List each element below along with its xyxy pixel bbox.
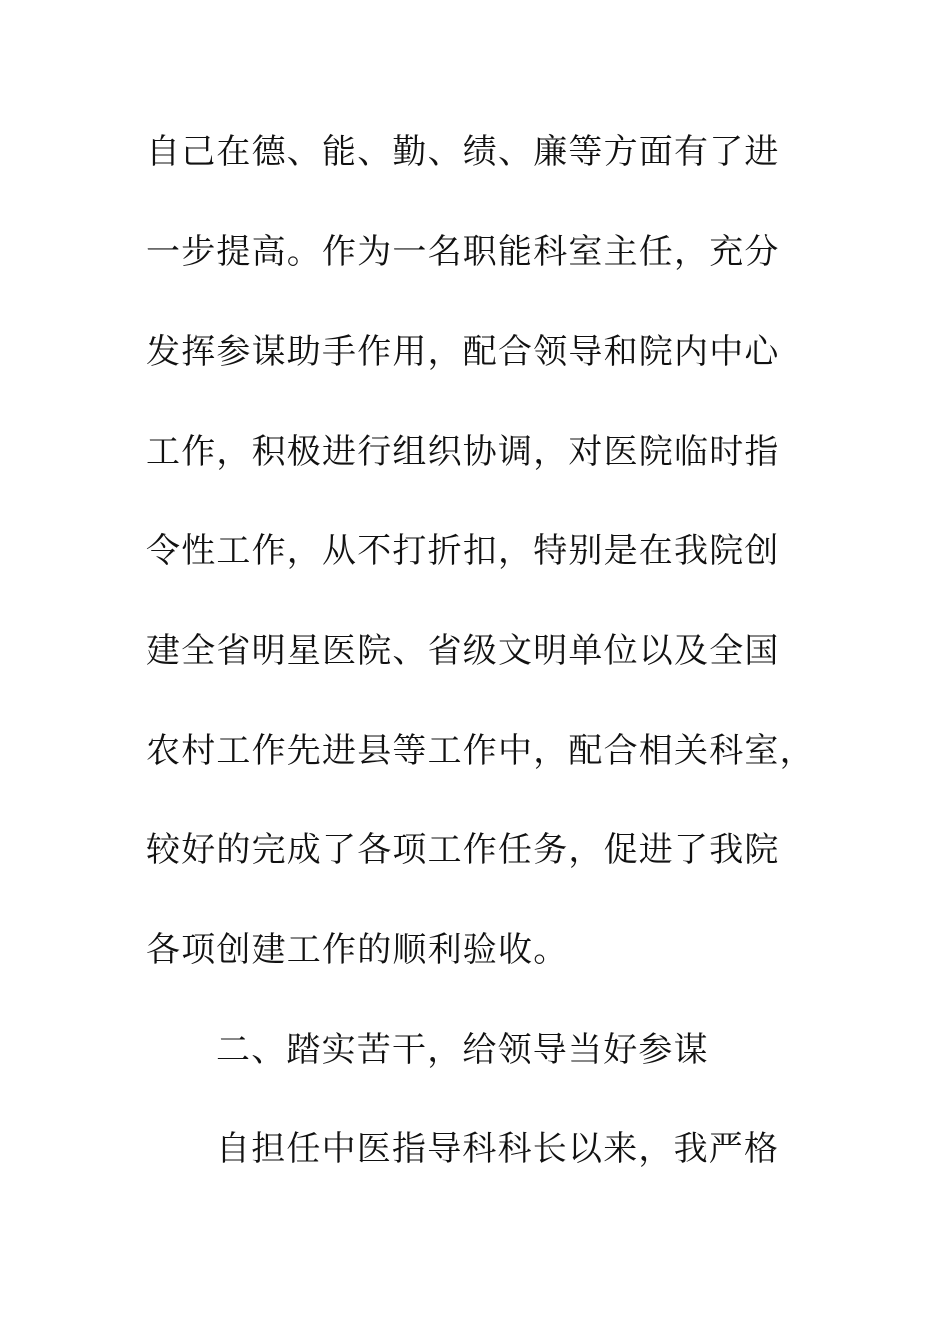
paragraph-first-line: 自担任中医指导科科长以来，我严格 bbox=[216, 1129, 780, 1169]
body-text-line-2: 一步提高。作为一名职能科室主任，充分 bbox=[146, 232, 780, 272]
body-text-line-8: 较好的完成了各项工作任务，促进了我院 bbox=[146, 830, 780, 870]
section-heading: 二、踏实苦干，给领导当好参谋 bbox=[216, 1030, 709, 1070]
body-text-line-5: 令性工作，从不打折扣，特别是在我院创 bbox=[146, 531, 780, 571]
body-text-line-4: 工作，积极进行组织协调，对医院临时指 bbox=[146, 432, 780, 472]
body-text-line-3: 发挥参谋助手作用，配合领导和院内中心 bbox=[146, 332, 780, 372]
body-text-line-6: 建全省明星医院、省级文明单位以及全国 bbox=[146, 631, 780, 671]
body-text-line-1: 自己在德、能、勤、绩、廉等方面有了进 bbox=[146, 132, 780, 172]
body-text-line-7: 农村工作先进县等工作中，配合相关科室， bbox=[146, 731, 815, 771]
body-text-line-9: 各项创建工作的顺利验收。 bbox=[146, 930, 569, 970]
